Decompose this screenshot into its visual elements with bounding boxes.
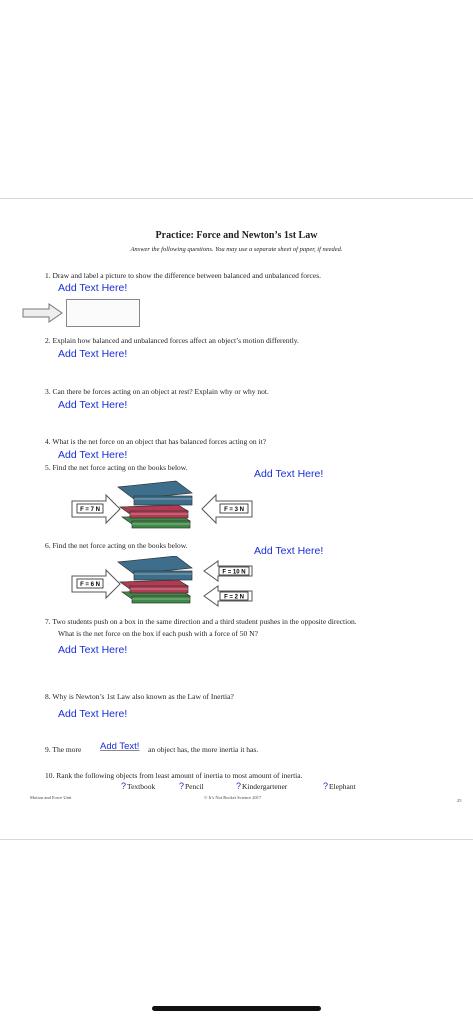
force-label-left: F = 6 N [80, 582, 100, 588]
rank-option-kindergartener[interactable]: ?Kindergartener [236, 781, 288, 791]
rank-marker: ? [121, 781, 127, 791]
footer-copyright: © It’s Not Rocket Science 2017 [204, 795, 262, 800]
book-stack [118, 481, 192, 528]
footer-unit: Motion and Force Unit [30, 795, 72, 800]
question-10: 10. Rank the following objects from least amount of inertia to most amount of inertia. [45, 771, 303, 780]
rank-marker: ? [179, 781, 185, 791]
books-diagram-q5 [70, 479, 270, 535]
force-label-right-top: F = 10 N [222, 569, 246, 576]
question-2: 2. Explain how balanced and unbalanced forces affect an object’s motion differently. [45, 336, 299, 345]
question-9-end: an object has, the more inertia it has. [148, 745, 259, 754]
answer-field-5[interactable]: Add Text Here! [254, 468, 324, 480]
worksheet-instructions: Answer the following questions. You may use a separate sheet of paper, if needed. [130, 246, 343, 253]
question-9-start: 9. The more [45, 745, 82, 754]
question-8: 8. Why is Newton’s 1st Law also known as the Law of Inertia? [45, 692, 234, 701]
question-5: 5. Find the net force acting on the books below. [45, 463, 188, 472]
rank-marker: ? [323, 781, 329, 791]
question-7: 7. Two students push on a box in the same direction and a third student pushes in the opposite direction. [45, 617, 357, 626]
rank-option-pencil[interactable]: ?Pencil [179, 781, 204, 791]
question-3: 3. Can there be forces acting on an object at rest? Explain why or why not. [45, 387, 269, 396]
question-7-line-2: What is the net force on the box if each push with a force of 50 N? [58, 629, 258, 638]
question-6: 6. Find the net force acting on the books below. [45, 541, 188, 550]
drawing-box[interactable] [66, 299, 140, 327]
force-label-right: F = 3 N [224, 507, 244, 513]
answer-field-6[interactable]: Add Text Here! [254, 545, 324, 557]
worksheet-title: Practice: Force and Newton’s 1st Law [155, 230, 318, 241]
books-diagram-q6 [70, 556, 270, 612]
home-indicator[interactable] [152, 1006, 321, 1011]
answer-field-8[interactable]: Add Text Here! [58, 708, 128, 720]
question-1: 1. Draw and label a picture to show the difference between balanced and unbalanced forces. [45, 271, 321, 280]
rank-option-elephant[interactable]: ?Elephant [323, 781, 356, 791]
question-4: 4. What is the net force on an object that has balanced forces acting on it? [45, 437, 267, 446]
answer-field-9[interactable]: Add Text! [100, 741, 140, 752]
arrow-pointer-icon [22, 303, 64, 323]
rank-marker: ? [236, 781, 242, 791]
answer-field-7[interactable]: Add Text Here! [58, 644, 128, 656]
book-stack [118, 556, 192, 603]
answer-field-2[interactable]: Add Text Here! [58, 348, 128, 360]
answer-field-3[interactable]: Add Text Here! [58, 399, 128, 411]
answer-field-4[interactable]: Add Text Here! [58, 449, 128, 461]
page-number: 25 [457, 798, 462, 803]
force-label-right-bottom: F = 2 N [224, 594, 244, 601]
answer-field-1[interactable]: Add Text Here! [58, 282, 128, 294]
force-label-left: F = 7 N [80, 507, 100, 513]
rank-option-textbook[interactable]: ?Textbook [121, 781, 156, 791]
